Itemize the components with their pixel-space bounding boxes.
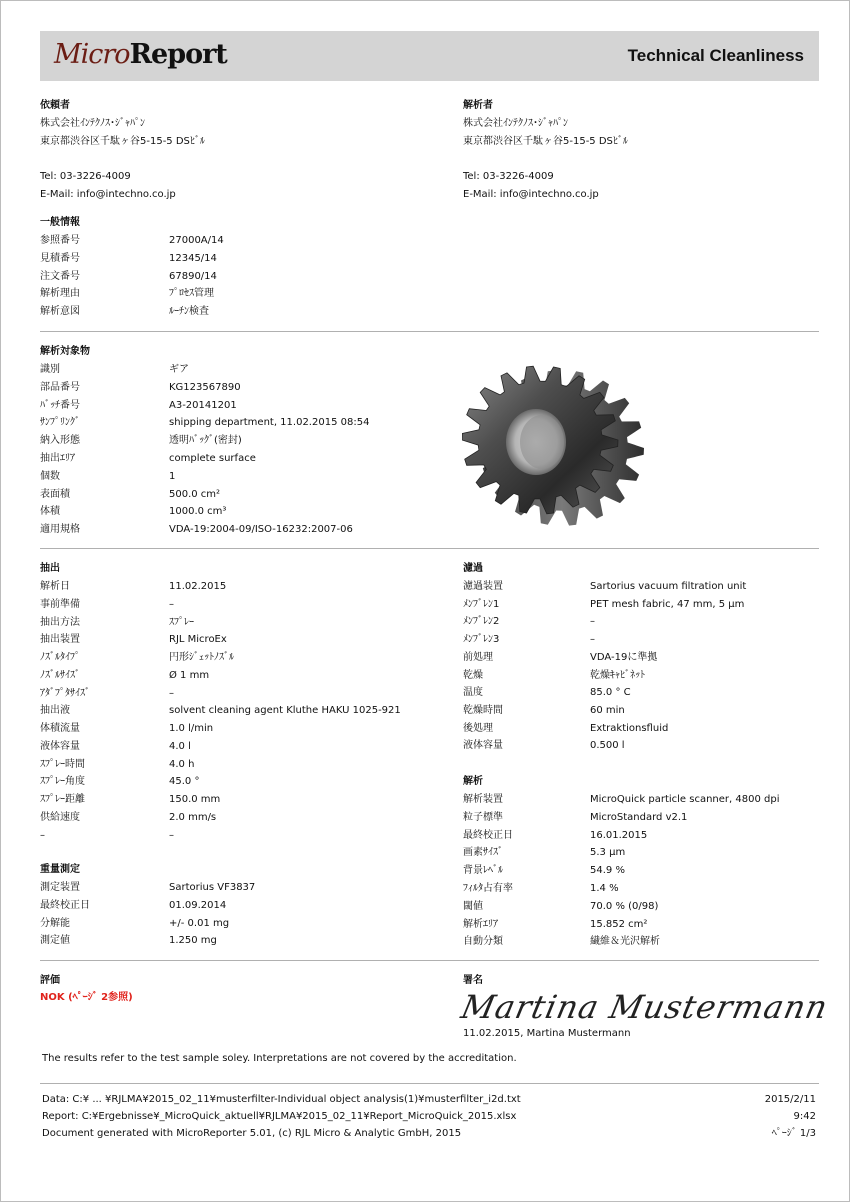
- extraction-label: ｱﾀﾞﾌﾟﾀｻｲｽﾞ: [40, 687, 90, 699]
- extraction-value: 2.0 mm/s: [169, 811, 217, 823]
- extraction-label: ｽﾌﾟﾚｰ角度: [40, 776, 85, 788]
- general-label: 注文番号: [40, 270, 80, 282]
- report-title: Technical Cleanliness: [627, 46, 804, 65]
- analysis-label: 閾値: [463, 900, 483, 912]
- weight-label: 測定装置: [40, 882, 80, 893]
- analyst-email: E-Mail: info@intechno.co.jp: [463, 189, 599, 200]
- general-label: 解析理由: [40, 288, 80, 300]
- object-value: KG123567890: [169, 381, 241, 393]
- extraction-value: –: [169, 598, 174, 610]
- footer-data-path: Data: C:¥ ... ¥RJLMA¥2015_02_11¥musterfilter-Individual object analysis(1)¥musterfilter_i2d.txt: [42, 1094, 521, 1105]
- filtration-label: 乾燥時間: [463, 704, 503, 716]
- weight-value: 01.09.2014: [169, 899, 227, 911]
- object-value: complete surface: [169, 453, 256, 464]
- extraction-value: 11.02.2015: [169, 581, 227, 592]
- extraction-value: RJL MicroEx: [169, 634, 227, 646]
- extraction-value: Ø 1 mm: [169, 669, 210, 681]
- filtration-value: –: [590, 616, 595, 628]
- object-value: A3-20141201: [169, 399, 237, 411]
- analysis-value: 16.01.2015: [590, 829, 648, 841]
- filtration-label: 濾過装置: [463, 581, 503, 592]
- weight-label: 最終校正日: [40, 899, 90, 911]
- extraction-value: 円形ｼﾞｪｯﾄﾉｽﾞﾙ: [169, 652, 234, 663]
- analysis-value: 15.852 cm²: [590, 918, 648, 930]
- weight-heading: 重量測定: [40, 864, 80, 875]
- divider: [40, 960, 819, 961]
- signature-caption: 11.02.2015, Martina Mustermann: [463, 1028, 631, 1039]
- analysis-label: 画素ｻｲｽﾞ: [463, 847, 503, 859]
- analysis-label: 粒子標準: [463, 811, 503, 823]
- filtration-value: VDA-19に準拠: [590, 651, 658, 663]
- extraction-label: ﾉｽﾞﾙｻｲｽﾞ: [40, 669, 80, 681]
- general-value: ﾙｰﾁﾝ検査: [169, 306, 209, 318]
- extraction-label: –: [40, 829, 45, 841]
- analyst-tel: Tel: 03-3226-4009: [463, 171, 554, 182]
- analysis-label: 背景ﾚﾍﾞﾙ: [463, 865, 503, 877]
- divider: [40, 548, 819, 549]
- extraction-value: solvent cleaning agent Kluthe HAKU 1025-921: [169, 705, 401, 717]
- weight-value: +/- 0.01 mg: [169, 917, 230, 929]
- client-company: 株式会社ｲﾝﾃｸﾉｽ･ｼﾞｬﾊﾟﾝ: [40, 118, 145, 129]
- filtration-value: Sartorius vacuum filtration unit: [590, 581, 747, 592]
- analyst-company: 株式会社ｲﾝﾃｸﾉｽ･ｼﾞｬﾊﾟﾝ: [463, 118, 568, 129]
- client-tel: Tel: 03-3226-4009: [40, 171, 131, 182]
- analysis-label: 解析装置: [463, 794, 503, 805]
- extraction-value: –: [169, 687, 174, 699]
- analyst-address: 東京都渋谷区千駄ヶ谷5-15-5 DSﾋﾞﾙ: [463, 136, 628, 147]
- analyst-heading: 解析者: [463, 100, 493, 111]
- divider: [40, 331, 819, 332]
- general-value: 12345/14: [169, 252, 217, 264]
- extraction-value: –: [169, 829, 174, 841]
- extraction-label: 液体容量: [40, 740, 80, 752]
- general-label: 参照番号: [40, 235, 80, 246]
- filtration-value: Extraktionsfluid: [590, 722, 669, 734]
- extraction-value: 4.0 l: [169, 740, 191, 752]
- extraction-label: ｽﾌﾟﾚｰ距離: [40, 794, 85, 805]
- object-label: 体積: [40, 506, 60, 518]
- footer-generated: Document generated with MicroReporter 5.01, (c) RJL Micro & Analytic GmbH, 2015: [42, 1128, 462, 1139]
- footer-time: 9:42: [793, 1111, 816, 1122]
- extraction-value: 45.0 °: [169, 776, 200, 788]
- general-label: 解析意図: [40, 306, 80, 318]
- object-heading: 解析対象物: [40, 346, 90, 357]
- weight-label: 測定値: [40, 935, 70, 947]
- extraction-label: ｽﾌﾟﾚｰ時間: [40, 758, 85, 770]
- filtration-label: ﾒﾝﾌﾞﾚﾝ2: [463, 616, 500, 628]
- general-value: 67890/14: [169, 270, 217, 282]
- analysis-value: MicroStandard v2.1: [590, 811, 688, 823]
- analysis-value: 繊維＆光沢解析: [590, 936, 660, 948]
- object-label: 適用規格: [40, 524, 80, 536]
- object-value: shipping department, 11.02.2015 08:54: [169, 417, 370, 429]
- extraction-label: 抽出装置: [40, 634, 80, 646]
- filtration-value: 60 min: [590, 704, 625, 716]
- filtration-label: 前処理: [463, 651, 493, 663]
- filtration-label: 後処理: [463, 722, 493, 734]
- object-label: ｻﾝﾌﾟﾘﾝｸﾞ: [40, 417, 80, 429]
- divider: [40, 1083, 819, 1084]
- extraction-heading: 抽出: [40, 563, 60, 574]
- extraction-label: 抽出方法: [40, 616, 80, 628]
- extraction-label: 供給速度: [40, 811, 80, 823]
- analysis-value: 1.4 %: [590, 883, 619, 894]
- filtration-value: 乾燥ｷｬﾋﾞﾈｯﾄ: [590, 669, 645, 681]
- extraction-label: 事前準備: [40, 598, 80, 610]
- object-label: 個数: [40, 470, 60, 482]
- general-value: ﾌﾟﾛｾｽ管理: [169, 288, 214, 300]
- analysis-label: 自動分類: [463, 936, 503, 948]
- extraction-value: 4.0 h: [169, 758, 195, 770]
- object-value: 1000.0 cm³: [169, 506, 227, 518]
- analysis-value: MicroQuick particle scanner, 4800 dpi: [590, 794, 780, 805]
- object-label: 表面積: [40, 488, 70, 500]
- extraction-value: 1.0 l/min: [169, 723, 214, 734]
- extraction-label: ﾉｽﾞﾙﾀｲﾌﾟ: [40, 652, 80, 663]
- object-label: 識別: [40, 364, 60, 375]
- client-email: E-Mail: info@intechno.co.jp: [40, 189, 176, 200]
- filtration-value: 85.0 ° C: [590, 687, 631, 699]
- analysis-value: 70.0 % (0/98): [590, 900, 659, 912]
- analysis-heading: 解析: [463, 776, 483, 787]
- object-value: 500.0 cm²: [169, 488, 221, 500]
- object-label: 抽出ｴﾘｱ: [40, 453, 75, 464]
- report-header: [40, 31, 819, 81]
- general-label: 見積番号: [40, 252, 80, 264]
- object-value: 1: [169, 470, 176, 482]
- filtration-label: ﾒﾝﾌﾞﾚﾝ3: [463, 634, 500, 646]
- general-heading: 一般情報: [40, 217, 80, 228]
- handwritten-signature: Martina Mustermann: [457, 988, 832, 1026]
- footer-report-path: Report: C:¥Ergebnisse¥_MicroQuick_aktuell¥RJLMA¥2015_02_11¥Report_MicroQuick_2015.xlsx: [42, 1111, 517, 1122]
- extraction-value: ｽﾌﾟﾚｰ: [169, 616, 194, 628]
- filtration-value: PET mesh fabric, 47 mm, 5 µm: [590, 598, 745, 610]
- filtration-label: ﾒﾝﾌﾞﾚﾝ1: [463, 598, 500, 610]
- weight-value: 1.250 mg: [169, 935, 217, 947]
- analysis-label: ﾌｨﾙﾀ占有率: [463, 883, 513, 894]
- footer-date: 2015/2/11: [764, 1094, 816, 1105]
- filtration-label: 液体容量: [463, 740, 503, 752]
- microreport-logo: MicroReport: [54, 39, 227, 70]
- client-address: 東京都渋谷区千駄ヶ谷5-15-5 DSﾋﾞﾙ: [40, 136, 205, 147]
- analysis-value: 54.9 %: [590, 865, 625, 877]
- disclaimer: The results refer to the test sample soley. Interpretations are not covered by the accreditation.: [42, 1053, 517, 1064]
- gear-photo: [462, 362, 644, 530]
- object-value: VDA-19:2004-09/ISO-16232:2007-06: [169, 524, 353, 536]
- filtration-label: 乾燥: [463, 669, 483, 681]
- object-label: 部品番号: [40, 381, 80, 393]
- weight-label: 分解能: [40, 917, 70, 929]
- evaluation-result: NOK (ﾍﾟｰｼﾞ 2参照): [40, 992, 133, 1003]
- object-label: 納入形態: [40, 435, 80, 447]
- evaluation-heading: 評価: [40, 975, 60, 986]
- filtration-heading: 濾過: [463, 563, 483, 574]
- footer-page: ﾍﾟｰｼﾞ 1/3: [771, 1128, 816, 1139]
- signature-heading: 署名: [463, 975, 483, 986]
- extraction-value: 150.0 mm: [169, 794, 221, 805]
- object-value: ギア: [169, 364, 189, 375]
- filtration-value: 0.500 l: [590, 740, 625, 752]
- extraction-label: 抽出液: [40, 705, 70, 717]
- extraction-label: 解析日: [40, 581, 70, 592]
- analysis-label: 最終校正日: [463, 829, 513, 841]
- filtration-value: –: [590, 634, 595, 646]
- filtration-label: 温度: [463, 687, 483, 699]
- object-value: 透明ﾊﾞｯｸﾞ(密封): [169, 435, 242, 447]
- object-label: ﾊﾞｯﾁ番号: [40, 399, 80, 411]
- extraction-label: 体積流量: [40, 723, 80, 734]
- client-heading: 依頼者: [40, 100, 70, 111]
- general-value: 27000A/14: [169, 235, 224, 246]
- analysis-label: 解析ｴﾘｱ: [463, 918, 498, 930]
- analysis-value: 5.3 µm: [590, 847, 626, 859]
- weight-value: Sartorius VF3837: [169, 882, 256, 893]
